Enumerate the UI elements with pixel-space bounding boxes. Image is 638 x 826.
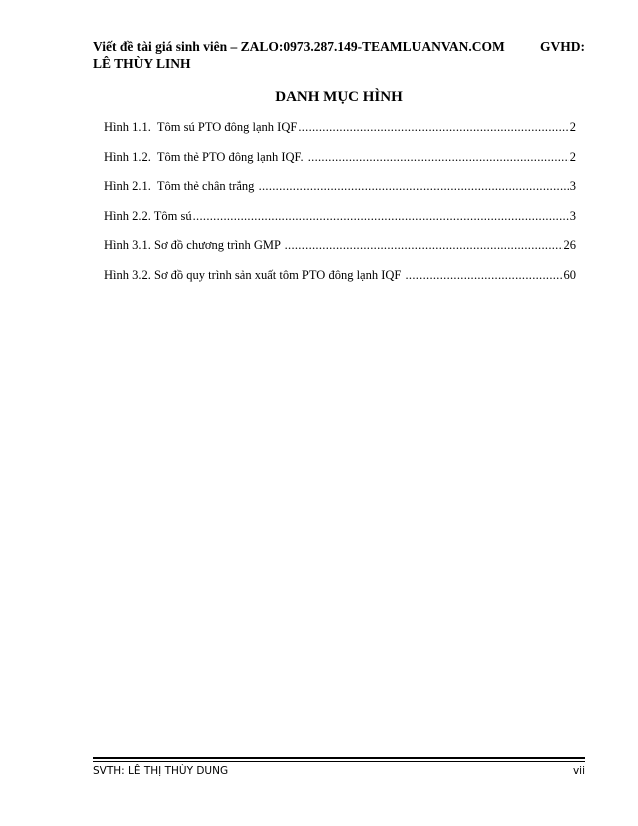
figure-entry-2[interactable] [104, 150, 576, 180]
page-header [93, 38, 585, 72]
dot-leader [259, 179, 569, 194]
figure-entry-label: Hình 2.1. Tôm thẻ chân trắng [104, 179, 258, 193]
header-right-text: GVHD: [540, 39, 585, 54]
dot-leader [285, 238, 563, 253]
figure-entry-page: 3 [569, 208, 576, 223]
header-line-2: LÊ THÙY LINH [93, 56, 191, 71]
footer-divider-thin [93, 761, 585, 762]
header-line-1 [93, 38, 585, 55]
figure-entry-3[interactable] [104, 179, 576, 209]
page-number: vii [572, 765, 585, 777]
figure-list [104, 120, 576, 297]
dot-leader [193, 209, 569, 224]
page-footer [93, 765, 585, 777]
footer-divider-thick [93, 757, 585, 759]
page-title: DANH MỤC HÌNH [275, 89, 403, 105]
figure-entry-label: Hình 2.2. Tôm sú [104, 208, 192, 223]
figure-entry-5[interactable] [104, 238, 576, 268]
figure-entry-1[interactable] [104, 120, 576, 150]
figure-entry-4[interactable] [104, 209, 576, 239]
figure-entry-page: 3 [569, 179, 576, 193]
header-left-text: Viết đề tài giá sinh viên – ZALO:0973.287.149-TEAMLUANVAN.COM [93, 39, 505, 54]
footer-author: SVTH: LÊ THỊ THÙY DUNG [93, 765, 229, 777]
figure-entry-page: 60 [563, 267, 576, 282]
figure-entry-label: Hình 3.2. Sơ đồ quy trình sản xuất tôm PTO đông lạnh IQF [104, 267, 405, 282]
figure-entry-page: 2 [569, 149, 576, 164]
dot-leader [405, 268, 562, 283]
figure-entry-6[interactable] [104, 268, 576, 298]
dot-leader [308, 150, 569, 165]
figure-entry-label: Hình 1.2. Tôm thẻ PTO đông lạnh IQF. [104, 149, 307, 164]
figure-entry-page: 26 [563, 238, 576, 252]
figure-entry-page: 2 [569, 120, 576, 134]
dot-leader [298, 120, 568, 135]
figure-entry-label: Hình 3.1. Sơ đồ chương trình GMP [104, 238, 284, 252]
figure-entry-label: Hình 1.1. Tôm sú PTO đông lạnh IQF [104, 120, 298, 134]
